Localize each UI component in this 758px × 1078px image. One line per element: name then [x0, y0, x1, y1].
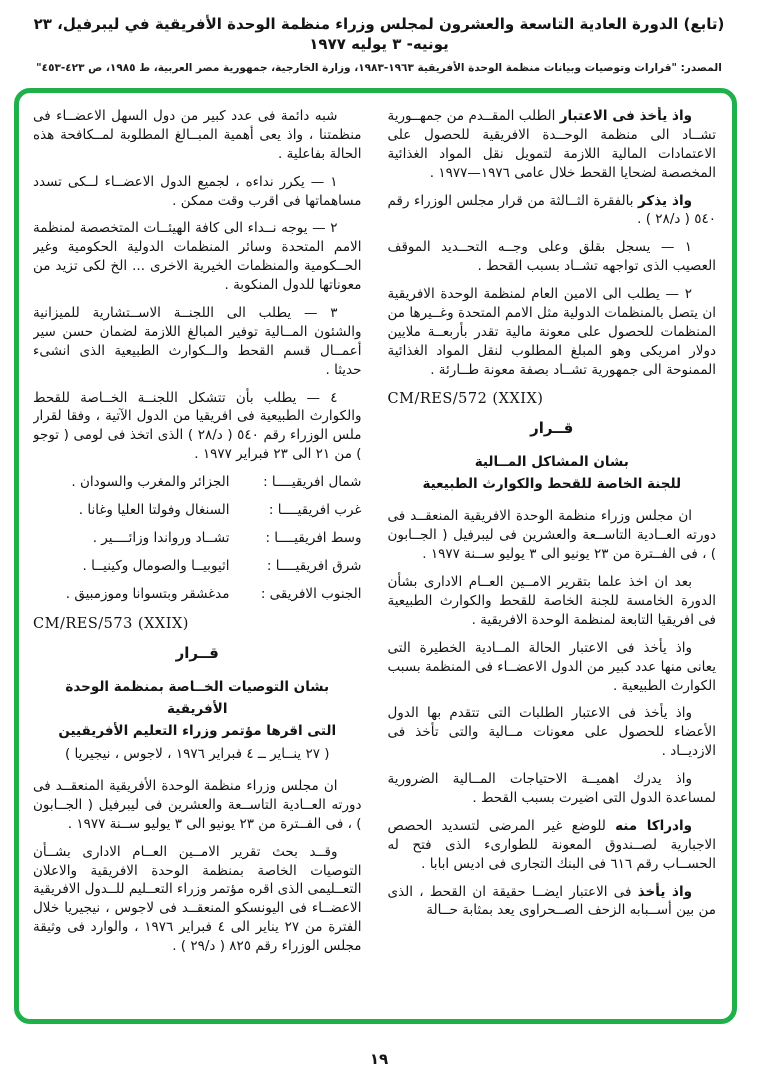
paragraph-recalling — [388, 192, 717, 230]
subject-line: بشان المشاكل المــالية — [474, 453, 629, 470]
paragraph-considering-request — [388, 107, 717, 183]
region-row-west — [33, 501, 362, 520]
region-countries: مدغشقر وبتسوانا وموزمبيق . — [65, 585, 230, 602]
text-columns — [33, 107, 716, 1009]
paragraph-noting-report: بعد ان اخذ علما بتقرير الامــين العــام الادارى بشأن الدورة الخامسة للجنة الخاصة للقحط والكوارث الطبيعية فى افريقيا التابعة لمنظمة الوحدة الافريقية . — [387, 574, 716, 628]
numbered-item-2: ٢ — يطلب الى الامين العام لمنظمة الوحدة الافريقية ان يتصل بالمنظمات الدولية مثل الامم المتحدة وغــيرها من المنظمات للحصول على معونة مالية تقدر بأربعــة ملايين دولار امريكى وهو المبلغ المطلوب لنقل المواد الغذائية الممنوحة الى جمهورية تشــاد بصفة معونة طــارئة . — [387, 286, 716, 378]
region-name: شمال افريقيــــا : — [263, 474, 362, 491]
resolution-ref-573: CM/RES/573 (XXIX) — [33, 615, 189, 632]
numbered-item-2: ٢ — يوجه نــداء الى كافة الهيئــات المتخصصة لمنظمة الامم المتحدة وسائر المنظمات الدولية الحكومية وغير الحــكومية والمنظمات الخيرية الاخرى ... الخ لكى تزيد من معوناتها للدول المنكوبة . — [33, 220, 362, 294]
region-row-north — [33, 473, 362, 492]
numbered-item-3: ٣ — يطلب الى اللجنــة الاســتشارية للميزانية والشئون المــالية توفير المبالغ اللازمة لضمان حسن سير أعمــال قسم القحط والــكوارث الطبيعية الذى انشىء حديثا . — [33, 305, 362, 378]
region-countries: السنغال وفولتا العليا وغانا . — [78, 502, 230, 519]
page-number: ١٩ — [369, 1050, 389, 1068]
region-name: شرق افريقيــــا : — [266, 557, 362, 574]
numbered-item-1: ١ — يسجل بقلق وعلى وجــه التحــديد الموقف العصيب الذى تواجهه تشــاد بسبب القحط . — [387, 239, 716, 275]
paragraph-considering-situation: واذ يأخذ فى الاعتبار الحالة المــادية الخطيرة التى يعانى منها عدد كبير من الدول الاعضــاء فى المنظمة بسبب الكوارث الطبيعية . — [387, 639, 716, 694]
paragraph-aware-needs: واذ يدرك اهميــة الاحتياجات المــالية الضرورية لمساعدة الدول التى اضيرت بسبب القحط . — [387, 771, 716, 806]
region-row-south — [33, 585, 362, 604]
subject-date-line: ( ٢٧ ينــاير ــ ٤ فبراير ١٩٧٦ ، لاجوس ، نيجيريا ) — [64, 745, 330, 762]
region-countries: اثيوبيــا والصومال وكينيــا . — [82, 557, 230, 574]
region-name: الجنوب الافريقى : — [260, 585, 362, 602]
paragraph-council-session: ان مجلس وزراء منظمة الوحدة الافريقية المنعقــد فى دورته العــادية التاســعة والعشرين فى ليبرفيل ( الجــابون ) ، فى الفــترة من ٢٣ يونيو الى ٣ يوليو ســنة ١٩٧٧ . — [387, 508, 716, 563]
column-left — [33, 107, 362, 1009]
paragraph-realizing — [388, 817, 717, 874]
subject-line: بشان التوصيات الخــاصة بمنظمة الوحدة الأفريقية — [65, 678, 330, 718]
regions-list — [33, 473, 362, 603]
page-footer — [0, 1050, 758, 1068]
subject-heading — [33, 676, 362, 765]
source-line: المصدر: "قرارات وتوصيات وبيانات منظمة الوحدة الأفريقية ١٩٦٣-١٩٨٣، وزارة الخارجية، جمهورية مصر العربية، ط ١٩٨٥، ص ٤٢٣-٤٥٣" — [36, 61, 722, 74]
paragraph-lead: واذ يذكر — [638, 192, 693, 209]
paragraph-text: بالفقرة الثــالثة من قرار مجلس الوزراء رقم ٥٤٠ ( د/٢٨ ) . — [387, 192, 716, 228]
decision-heading: قــرار — [175, 643, 219, 662]
paragraph-continuation: شبه دائمة فى عدد كبير من دول السهل الاعضــاء فى منظمتنا ، واذ يعى أهمية المبــالغ المطلوبة لمــكافحة هذه الحالة بفاعلية . — [33, 108, 362, 162]
subject-heading — [388, 451, 717, 496]
resolution-ref-572: CM/RES/572 (XXIX) — [387, 390, 544, 407]
paragraph-lead: وادراكا منه — [615, 817, 693, 834]
paragraph-text: للوضع غير المرضى لتسديد الحصص الاجبارية لصــندوق المعونة للطوارىء الذى فتح له الحســاب رقم ٦١٦ فى البنك التجارى فى اديس ابابا . — [387, 817, 716, 872]
numbered-item-4: ٤ — يطلب بأن تتشكل اللجنــة الخــاصة للقحط والكوارث الطبيعية فى افريقيا من الدول الآتية ، وفقا لقرار ملس الوزراء رقم ٥٤٠ ( د/٢٨ ) الذى اتخذ فى لومى ( توجو ) من ٢١ الى ٢٣ فبراير ١٩٧٧ . — [33, 389, 362, 463]
region-countries: الجزائر والمغرب والسودان . — [71, 474, 230, 491]
paragraph-text: فى الاعتبار ايضــا حقيقة ان القحط ، الذى من بين أســبابه الزحف الصــحراوى يعد بمثابة حــالة — [387, 883, 716, 919]
region-row-central — [33, 529, 362, 548]
paragraph-lead: واذ يأخذ — [637, 883, 692, 900]
paragraph-examined-report: وقــد بحث تقرير الامــين العــام الادارى بشــأن التوصيات الخاصة بمنظمة الوحدة الافريقية والاعلان التعــليمى الذى اقره مؤتمر وزراء التعــليم للــدول الافريقية الاعضــاء فى اليونسكو المنعقــد فى لاجوس ، نيجيريا خلال الفترة من ٢٧ يناير الى ٤ فبراير ١٩٧٦ ، والوارد فى وثيقة مجلس الوزراء رقم ٨٢٥ ( د/٢٩ ) . — [33, 843, 362, 955]
paragraph-text: الطلب المقــدم من جمهــورية تشــاد الى منظمة الوحــدة الافريقية للحصول على الاعتمادات المالية اللازمة لتمويل نقل المواد الغذائية المخصصة لضحايا القحط خلال عامى ١٩٧٦—١٩٧٧ . — [387, 108, 716, 181]
paragraph-considering-requests: واذ يأخذ فى الاعتبار الطلبات التى تتقدم بها الدول الأعضاء للحصول على معونات مــالية والتى تأخذ فى الازديــاد . — [387, 705, 716, 760]
region-row-east — [33, 557, 362, 576]
region-name: وسط افريقيــــا : — [265, 529, 362, 546]
decision-heading: قــرار — [530, 418, 574, 437]
subject-line: للجنة الخاصة للقحط والكوارث الطبيعية — [422, 476, 682, 493]
page-header — [0, 14, 758, 74]
paragraph-council-session: ان مجلس وزراء منظمة الوحدة الأفريقية المنعقــد فى دورته العــادية التاســعة والعشرين فى ليبرفيل ( الجــابون ) ، فى الفــترة من ٢٣ يونيو الى ٣ يوليو ســنة ١٩٧٧ . — [33, 777, 362, 832]
column-right — [388, 107, 717, 1009]
numbered-item-1: ١ — يكرر نداءه ، لجميع الدول الاعضــاء لــكى تسدد مساهماتها فى اقرب وقت ممكن . — [33, 173, 362, 209]
subject-line: التى اقرها مؤتمر وزراء التعليم الأفريقيين — [58, 723, 337, 740]
paragraph-considering-drought — [388, 883, 717, 921]
content-frame — [14, 88, 737, 1024]
paragraph-lead: واذ يأخذ فى الاعتبار — [559, 108, 692, 124]
page-title: (تابع) الدورة العادية التاسعة والعشرون لمجلس وزراء منظمة الوحدة الأفريقية في ليبرفيل، ٢٣ يونيه- ٣ يوليه ١٩٧٧ — [33, 15, 725, 54]
region-name: غرب افريقيــــا : — [268, 502, 362, 519]
region-countries: تشــاد ورواندا وزائــــير . — [92, 529, 230, 546]
